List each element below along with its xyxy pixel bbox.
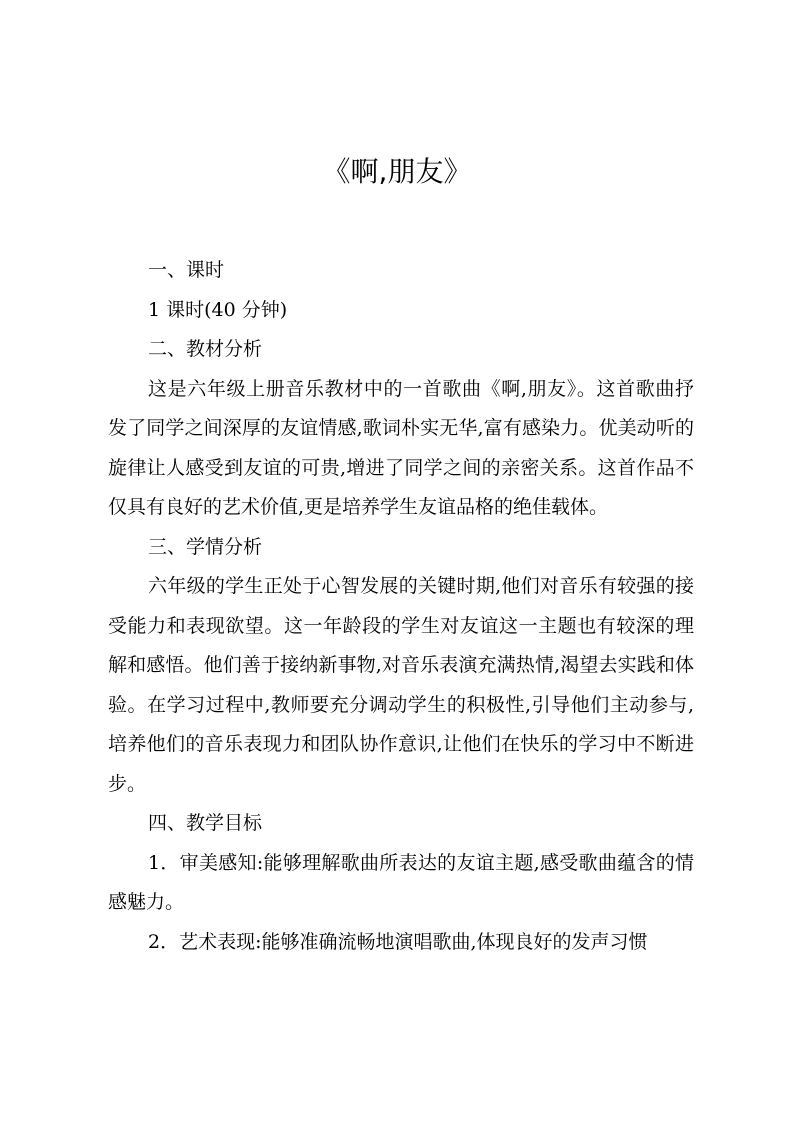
section-heading-class-hours: 一、课时: [148, 259, 225, 281]
material-analysis-paragraph: 这是六年级上册音乐教材中的一首歌曲《啊,朋友》。这首歌曲抒发了同学之间深厚的友谊情感,歌词朴实无华,富有感染力。优美动听的旋律让人感受到友谊的可贵,增进了同学之间的亲密关系。这首作品不仅具有良好的艺术价值,更是培养学生友谊品格的绝佳载体。: [108, 377, 694, 518]
teaching-goal-item: 2．艺术表现:能够准确流畅地演唱歌曲,体现良好的发声习惯: [148, 930, 648, 953]
document-body: [108, 251, 694, 962]
section-heading-teaching-goals: 四、教学目标: [148, 812, 263, 834]
section-heading-student-analysis: 三、学情分析: [148, 535, 263, 558]
page-title: 《啊,朋友》: [322, 155, 472, 188]
student-analysis-paragraph: 六年级的学生正处于心智发展的关键时期,他们对音乐有较强的接受能力和表现欲望。这一年龄段的学生对友谊这一主题也有较深的理解和感悟。他们善于接纳新事物,对音乐表演充满热情,渴望去实践和体验。在学习过程中,教师要充分调动学生的积极性,引导他们主动参与,培养他们的音乐表现力和团队协作意识,让他们在快乐的学习中不断进步。: [108, 575, 694, 795]
teaching-goal-item: 1．审美感知:能够理解歌曲所表达的友谊主题,感受歌曲蕴含的情感魅力。: [108, 851, 694, 913]
section-heading-material-analysis: 二、教材分析: [148, 338, 263, 360]
class-hours-text: 1 课时(40 分钟): [148, 298, 288, 321]
